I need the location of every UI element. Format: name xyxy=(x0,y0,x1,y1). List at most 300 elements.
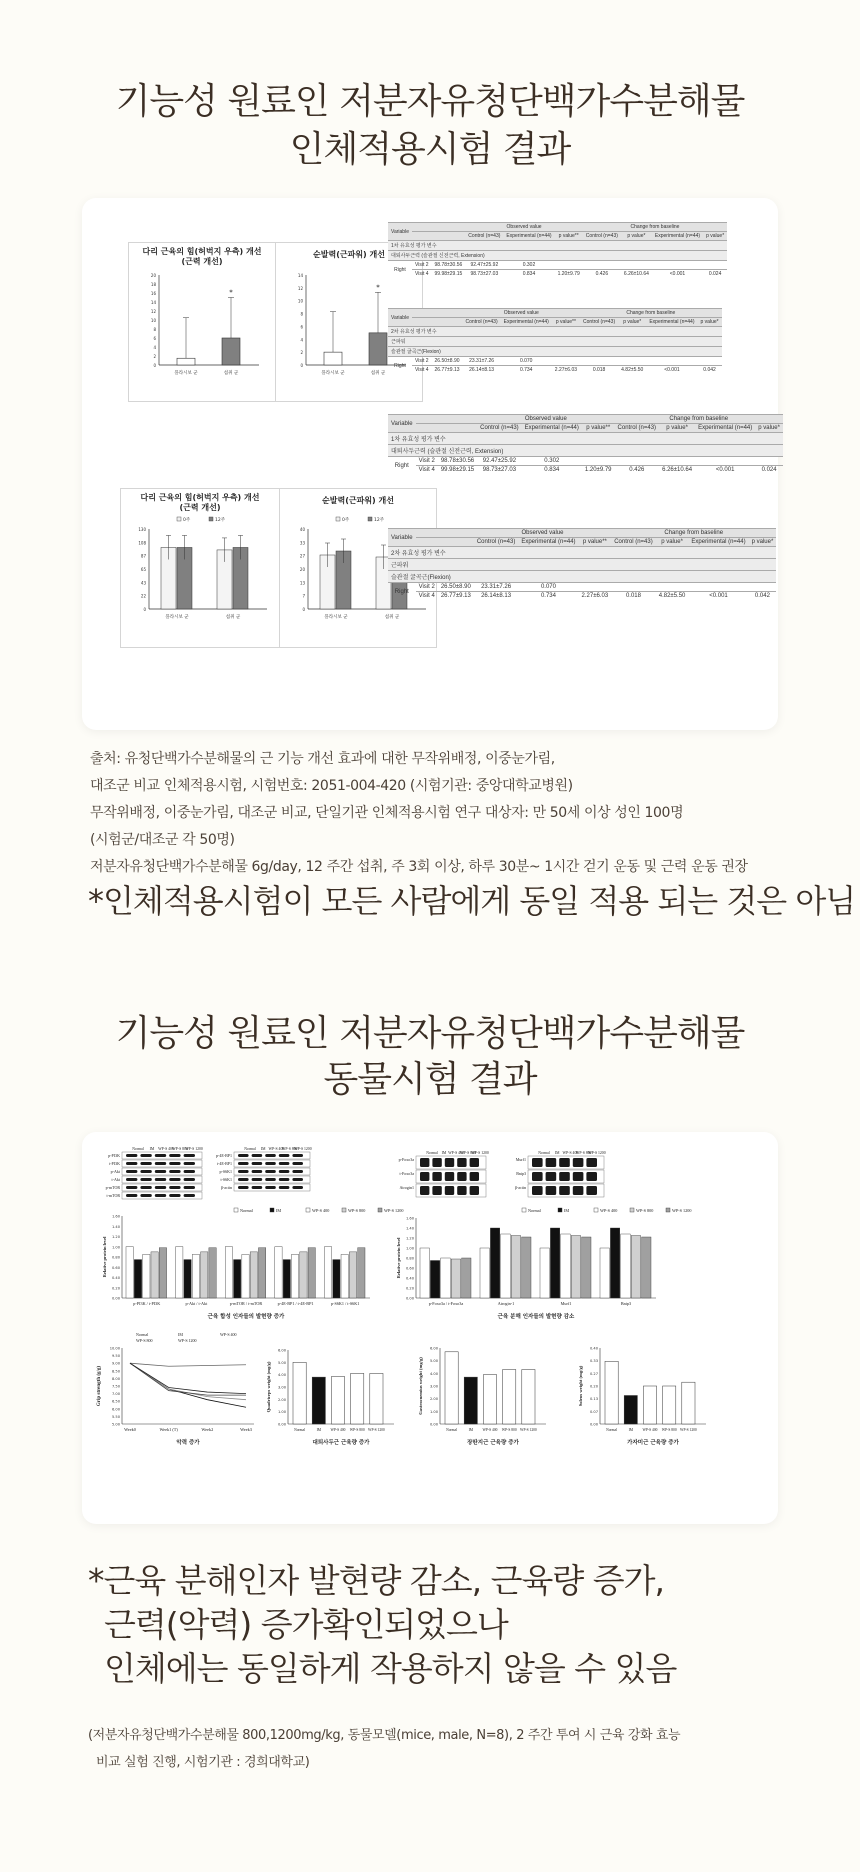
power-weeks-legend-swatch-1 xyxy=(368,517,372,521)
tbl-cell: Visit 4 xyxy=(412,270,432,279)
quad-ylabel: Quadriceps weight (mg/g) xyxy=(266,1361,271,1413)
decomp-bar xyxy=(600,1248,609,1298)
strength-weeks-x-label-0: 플라시보 군 xyxy=(165,615,189,620)
tbl-cell: 0.834 xyxy=(522,466,582,475)
blot4-col-label: WP-S 800 xyxy=(575,1151,592,1155)
tbl-cell: 0.302 xyxy=(503,261,554,270)
tbl-cell: <0.001 xyxy=(688,592,748,601)
grip-series-line xyxy=(130,1363,246,1407)
decomp-y-tick: 0.80 xyxy=(405,1256,414,1261)
tbl-cell: 0.734 xyxy=(518,592,578,601)
blot3-band xyxy=(432,1186,441,1195)
tbl-subheader: Control (n=43) xyxy=(465,232,503,241)
tbl-cell: Visit 4 xyxy=(412,366,432,375)
blot1-band xyxy=(169,1170,180,1173)
tbl-side: Right xyxy=(388,457,416,475)
synth-legend-swatch xyxy=(342,1208,346,1212)
tbl-cell: 0.018 xyxy=(580,366,618,375)
gastro-x-label: WP-S 1200 xyxy=(520,1428,537,1432)
tbl-cell xyxy=(580,357,618,366)
strength-weeks-y-tick: 65 xyxy=(140,567,146,572)
tbl-cell: 26.14±8.13 xyxy=(474,592,519,601)
blot1-col-label: WP-S 800 xyxy=(172,1147,188,1151)
blot2-band xyxy=(292,1154,303,1157)
grip-y-tick: 8.50 xyxy=(111,1369,120,1374)
strength-weeks-y-tick: 0 xyxy=(143,607,146,612)
blot1-band xyxy=(126,1194,137,1197)
decomp-legend-item: WP-S 1200 xyxy=(672,1208,692,1213)
grip-y-tick: 6.00 xyxy=(111,1407,120,1412)
decomp-legend-swatch xyxy=(558,1208,562,1212)
animal-trial-card xyxy=(82,1132,778,1524)
gastro-y-tick: 2.00 xyxy=(429,1397,438,1402)
blot2-band xyxy=(238,1186,249,1189)
grip-y-tick: 7.00 xyxy=(111,1392,120,1397)
strength-weeks-y-tick: 43 xyxy=(140,580,146,586)
grip-x-label: Week1 (T) xyxy=(159,1427,178,1432)
grip-ylabel: Grip strength (g/g) xyxy=(97,1365,102,1407)
blot3-row-label: t-Foxo3a xyxy=(399,1171,414,1176)
strength-weeks-y-tick: 130 xyxy=(138,527,146,532)
tbl-cell xyxy=(615,457,660,466)
quad-y-tick: 0.00 xyxy=(277,1422,286,1427)
blot1-band xyxy=(140,1162,151,1165)
tbl-cell xyxy=(552,357,580,366)
synth-ylabel: Relative protein level xyxy=(102,1236,107,1278)
tbl-cell: 0.024 xyxy=(755,466,783,475)
blot1-band xyxy=(140,1154,151,1157)
tbl-cell: 26.77±9.13 xyxy=(432,366,463,375)
section2-title-line1: 기능성 원료인 저분자유청단백가수분해물 xyxy=(115,1013,745,1054)
gastro-y-tick: 1.00 xyxy=(429,1409,438,1414)
quad-bar xyxy=(351,1373,364,1424)
blot2-band xyxy=(279,1178,290,1181)
soleus-x-label: Normal xyxy=(606,1428,618,1432)
blot3-col-label: IM xyxy=(441,1151,447,1155)
quad-x-label: IM xyxy=(316,1428,322,1432)
blot2-band xyxy=(265,1154,276,1157)
synth-x-label: p-Akt / t-Akt xyxy=(185,1301,208,1306)
quad-y-tick: 3.00 xyxy=(277,1385,286,1390)
soleus-x-label: WP-S 1200 xyxy=(680,1428,697,1432)
table-row xyxy=(388,270,727,279)
tbl-cell: Visit 2 xyxy=(416,457,438,466)
blot3-band xyxy=(470,1172,479,1181)
blot2-row-label: t-4E-BP1 xyxy=(216,1161,232,1166)
tbl-subheader: p value** xyxy=(579,538,612,547)
decomp-bar xyxy=(480,1248,489,1298)
tbl-cell xyxy=(755,457,783,466)
synth-bar xyxy=(184,1260,191,1298)
soleus-bar xyxy=(624,1396,637,1425)
gastro-x-label: WP-S 800 xyxy=(501,1428,517,1432)
gastro-y-tick: 3.00 xyxy=(429,1384,438,1389)
decomp-bar xyxy=(582,1237,591,1298)
blot2-col-label: IM xyxy=(260,1147,266,1151)
decomp-bar xyxy=(420,1248,429,1298)
strength-sig: * xyxy=(229,288,233,297)
tbl-variable: Variable xyxy=(388,415,416,433)
strength-weeks-y-tick: 108 xyxy=(138,540,146,546)
source-line-3: 무작위배정, 이중눈가림, 대조군 비교, 단일기관 인체적용시험 연구 대상자: 만 50세 이상 성인 100명 xyxy=(90,805,684,821)
gastro-bar xyxy=(483,1375,496,1424)
synth-y-tick: 0.00 xyxy=(111,1296,120,1301)
decomp-y-tick: 0.40 xyxy=(405,1276,414,1281)
blot3-row-label: p-Foxo3a xyxy=(398,1157,414,1162)
grip-y-tick: 9.50 xyxy=(111,1354,120,1359)
gastro-y-tick: 4.00 xyxy=(429,1371,438,1376)
blot1-band xyxy=(140,1178,151,1181)
tbl-cell: 92.47±25.92 xyxy=(477,457,522,466)
blot3-band xyxy=(457,1158,466,1167)
grip-x-label: Week2 xyxy=(201,1427,214,1432)
tbl-subheader: p value** xyxy=(582,424,615,433)
grip-series-line xyxy=(130,1363,246,1395)
synth-y-tick: 1.20 xyxy=(111,1235,120,1239)
quad-y-tick: 6.00 xyxy=(277,1348,286,1353)
tbl-change-header: Change from baseline xyxy=(580,309,722,318)
decomp-x-label: Atrogin-1 xyxy=(497,1301,515,1306)
tbl-group-label: 2차 유효성 평가 변수 xyxy=(388,547,776,559)
strength-chart xyxy=(128,242,276,402)
tbl-cell: 0.834 xyxy=(503,270,554,279)
strength-y-tick: 18 xyxy=(150,282,156,287)
table-1-small xyxy=(388,222,727,278)
strength-chart-plot xyxy=(129,267,277,403)
synth-bar xyxy=(192,1254,199,1298)
synth-bar xyxy=(349,1252,356,1298)
synth-y-tick: 1.60 xyxy=(111,1214,120,1219)
tbl-cell xyxy=(703,261,727,270)
animal-note-line2: 근력(악력) 증가확인되었으나 xyxy=(104,1605,508,1644)
synth-bar xyxy=(250,1252,257,1298)
quad-bar xyxy=(331,1377,344,1424)
tbl-subheader: p value** xyxy=(555,232,583,241)
gastro-bar xyxy=(503,1370,516,1424)
tbl-subheader: Experimental (n=44) xyxy=(503,232,554,241)
blot2-band xyxy=(238,1154,249,1157)
blot2-band xyxy=(238,1162,249,1165)
decomp-bar xyxy=(430,1261,439,1299)
tbl-subheader: Control (n=43) xyxy=(477,424,522,433)
tbl-change-header: Change from baseline xyxy=(611,529,776,538)
decomp-bar xyxy=(462,1258,471,1298)
tbl-cell: 26.50±8.90 xyxy=(438,583,474,592)
blot2-band xyxy=(279,1162,290,1165)
blot1-row-label: p-mTOR xyxy=(105,1185,120,1190)
decomp-bar xyxy=(631,1236,640,1299)
tbl-cell: Visit 2 xyxy=(416,583,438,592)
tbl-cell: 92.47±25.92 xyxy=(465,261,503,270)
tbl-cell: 0.070 xyxy=(518,583,578,592)
blot1-band xyxy=(169,1154,180,1157)
blot1-band xyxy=(126,1154,137,1157)
soleus-bar xyxy=(663,1386,676,1424)
grip-series-line xyxy=(130,1363,246,1366)
strength-y-tick: 20 xyxy=(150,273,156,278)
tbl-change-header: Change from baseline xyxy=(615,415,783,424)
blot2-band xyxy=(252,1162,263,1165)
table-1-large xyxy=(388,414,783,474)
section2-title-line2: 동물시험 결과 xyxy=(323,1059,537,1100)
blot1-col-label: Normal xyxy=(132,1147,144,1151)
decomp-caption: 근육 분해 인자들의 발현량 감소 xyxy=(497,1314,575,1320)
blot3-band xyxy=(470,1158,479,1167)
decomp-bar xyxy=(550,1228,559,1298)
blot1-row-label: t-mTOR xyxy=(106,1193,120,1198)
tbl-cell: 98.73±27.03 xyxy=(477,466,522,475)
power-weeks-x-label-1: 섭취 군 xyxy=(384,615,400,620)
tbl-cell xyxy=(611,583,656,592)
grip-y-tick: 7.50 xyxy=(111,1384,120,1389)
grip-y-tick: 6.50 xyxy=(111,1399,120,1404)
synth-bar xyxy=(151,1252,158,1298)
strength-x-label-0: 플라시보 군 xyxy=(174,371,198,376)
tbl-cell: <0.001 xyxy=(652,270,703,279)
power-weeks-legend-1: 12주 xyxy=(374,518,385,523)
blot2-band xyxy=(292,1170,303,1173)
tbl-sub-label: 대퇴사두근력 (슬관절 신전근력, Extension) xyxy=(388,445,783,457)
tbl-cell xyxy=(688,583,748,592)
gastro-bar xyxy=(445,1352,458,1424)
blot4-band xyxy=(559,1172,570,1181)
tbl-subheader: Experimental (n=44) xyxy=(501,318,552,327)
table-row xyxy=(388,583,776,592)
blot1-band xyxy=(155,1162,166,1165)
gastro-bar xyxy=(522,1370,535,1424)
tbl-subheader: p value* xyxy=(698,318,722,327)
tbl-cell xyxy=(646,357,697,366)
decomp-y-tick: 1.00 xyxy=(405,1246,414,1251)
power-weeks-y-tick: 7 xyxy=(302,593,305,599)
blot3-band xyxy=(432,1172,441,1181)
synth-bar xyxy=(225,1247,232,1298)
power-y-tick: 4 xyxy=(300,337,303,343)
human-trial-card xyxy=(82,198,778,730)
decomp-legend-swatch xyxy=(522,1208,526,1212)
gastro-y-tick: 5.00 xyxy=(429,1359,438,1364)
blot1-row-label: t-Akt xyxy=(111,1177,120,1182)
synth-x-label: p-mTOR / t-mTOR xyxy=(229,1301,263,1306)
synth-y-tick: 0.20 xyxy=(111,1286,120,1291)
blot1-band xyxy=(169,1194,180,1197)
tbl-cell: 23.31±7.26 xyxy=(474,583,519,592)
synth-bar xyxy=(300,1252,307,1298)
grip-y-tick: 8.00 xyxy=(111,1376,120,1381)
tbl-subheader: p value* xyxy=(621,232,652,241)
synth-bar xyxy=(275,1247,282,1298)
power-weeks-y-tick: 20 xyxy=(299,567,305,572)
blot2-band xyxy=(265,1170,276,1173)
tbl-cell: 98.78±30.56 xyxy=(438,457,477,466)
synth-bar xyxy=(159,1248,166,1298)
blot1-band xyxy=(184,1170,195,1173)
tbl-sub-label: 근파워 xyxy=(388,337,722,347)
decomp-x-label: Murf1 xyxy=(560,1301,572,1306)
section1-title-line1: 기능성 원료인 저분자유청단백가수분해물 xyxy=(115,81,745,122)
strength-bar-1 xyxy=(222,338,240,365)
tbl-cell xyxy=(579,583,612,592)
grip-y-tick: 5.00 xyxy=(111,1422,120,1427)
disclaimer-note: *인체적용시험이 모든 사람에게 동일 적용 되는 것은 아님 xyxy=(88,882,856,920)
power-sig: * xyxy=(376,283,380,292)
power-y-tick: 0 xyxy=(300,363,303,368)
gastro-caption: 장딴지근 근육량 증가 xyxy=(467,1440,519,1446)
blot4-col-label: WP-S 400 xyxy=(562,1151,579,1155)
strength-y-tick: 12 xyxy=(150,309,156,314)
synth-legend-swatch xyxy=(378,1208,382,1212)
grip-y-tick: 5.50 xyxy=(111,1414,120,1419)
strength-y-tick: 6 xyxy=(153,336,156,341)
tbl-subheader: p value* xyxy=(659,424,695,433)
strength-weeks-plot xyxy=(121,513,281,649)
blot1-band xyxy=(126,1170,137,1173)
blot1-band xyxy=(155,1178,166,1181)
tbl-subheader: p value* xyxy=(703,232,727,241)
blot3-band xyxy=(445,1158,454,1167)
tbl-subheader: p value* xyxy=(618,318,646,327)
blot2-band xyxy=(292,1162,303,1165)
gastro-y-tick: 0.00 xyxy=(429,1422,438,1427)
blot2-band xyxy=(238,1170,249,1173)
decomp-bar xyxy=(451,1259,460,1298)
blot2-band xyxy=(252,1154,263,1157)
tbl-sub-label: 슬관절 굴곡근(Flexion) xyxy=(388,347,722,357)
blot2-col-label: WP-S 400 xyxy=(268,1147,285,1151)
blot1-band xyxy=(169,1162,180,1165)
strength-y-tick: 2 xyxy=(153,354,156,359)
tbl-cell xyxy=(656,583,689,592)
strength-weeks-legend-0: 0주 xyxy=(183,518,191,523)
strength-bar-0 xyxy=(177,358,195,365)
blot4-band xyxy=(573,1172,584,1181)
tbl-cell: 99.98±29.15 xyxy=(438,466,477,475)
strength-y-tick: 16 xyxy=(150,291,156,296)
quad-y-tick: 4.00 xyxy=(277,1373,286,1378)
decomp-bar xyxy=(621,1234,630,1298)
tbl-side: Right xyxy=(388,583,416,601)
decomp-bar xyxy=(642,1237,651,1298)
grip-legend-item: Normal xyxy=(136,1332,149,1337)
blot2-band xyxy=(265,1178,276,1181)
blot4-row-label: Bnip3 xyxy=(516,1171,526,1176)
tbl-cell xyxy=(698,357,722,366)
quad-x-label: WP-S 400 xyxy=(330,1428,346,1432)
tbl-cell: 99.98±29.15 xyxy=(432,270,466,279)
soleus-y-tick: 0.27 xyxy=(589,1371,598,1376)
blot1-band xyxy=(184,1194,195,1197)
blot1-band xyxy=(126,1178,137,1181)
blot4-row-label: Murf1 xyxy=(515,1157,526,1162)
strength-chart-weeks xyxy=(120,488,280,648)
decomp-bar xyxy=(610,1228,619,1298)
strength-weeks-legend-swatch-0 xyxy=(177,517,181,521)
blot2-band xyxy=(279,1154,290,1157)
synth-bar xyxy=(234,1260,241,1298)
power-weeks-y-tick: 33 xyxy=(299,540,305,546)
synth-legend-swatch xyxy=(234,1208,238,1212)
decomp-bar xyxy=(571,1236,580,1299)
blot2-band xyxy=(238,1178,249,1181)
table-row xyxy=(388,357,722,366)
tbl-cell: 6.26±10.64 xyxy=(621,270,652,279)
soleus-x-label: WP-S 800 xyxy=(661,1428,677,1432)
grip-series-line xyxy=(130,1363,246,1393)
quad-bar xyxy=(293,1362,306,1424)
power-y-tick: 8 xyxy=(300,311,303,317)
synth-bar xyxy=(134,1260,141,1298)
power-bar-0 xyxy=(324,352,342,365)
blot1-band xyxy=(184,1154,195,1157)
blot2-col-label: WP-S 800 xyxy=(281,1147,298,1151)
tbl-subheader: Experimental (n=44) xyxy=(522,424,582,433)
blot3-band xyxy=(432,1158,441,1167)
synth-y-tick: 0.60 xyxy=(111,1265,120,1270)
tbl-subheader: p value* xyxy=(656,538,689,547)
blot2-band xyxy=(279,1186,290,1189)
tbl-cell xyxy=(555,261,583,270)
tbl-cell: 0.024 xyxy=(703,270,727,279)
blot1-band xyxy=(184,1186,195,1189)
synth-bar xyxy=(143,1254,150,1298)
blot4-col-label: IM xyxy=(554,1151,560,1155)
grip-x-label: Week3 xyxy=(240,1427,252,1432)
table-row xyxy=(388,592,776,601)
strength-weeks-subtitle: (근력 개선) xyxy=(179,503,221,512)
synth-bar xyxy=(209,1248,216,1298)
tbl-observed-header: Observed value xyxy=(463,309,581,318)
tbl-subheader: Control (n=43) xyxy=(463,318,501,327)
power-weeks-y-tick: 0 xyxy=(302,607,305,612)
tbl-cell xyxy=(618,357,646,366)
tbl-subheader: p value** xyxy=(552,318,580,327)
strength-weeks-legend-swatch-1 xyxy=(209,517,213,521)
blot3-col-label: WP-S 400 xyxy=(448,1151,464,1155)
blot1-row-label: p-PI3K xyxy=(108,1153,120,1158)
tbl-cell: 0.070 xyxy=(501,357,552,366)
soleus-y-tick: 0.00 xyxy=(589,1422,598,1427)
blot1-col-label: IM xyxy=(149,1147,155,1151)
decomp-ylabel: Relative protein level xyxy=(396,1237,401,1279)
tbl-cell: 0.734 xyxy=(501,366,552,375)
gastro-bar xyxy=(464,1377,477,1424)
soleus-y-tick: 0.07 xyxy=(589,1409,598,1414)
blot1-row-label: p-Akt xyxy=(110,1169,120,1174)
decomp-legend-swatch xyxy=(594,1208,598,1212)
tbl-group-label: 1차 유효성 평가 변수 xyxy=(388,241,727,251)
soleus-x-label: IM xyxy=(628,1428,634,1432)
tbl-subheader: Experimental (n=44) xyxy=(652,232,703,241)
tbl-cell: 1.20±9.79 xyxy=(582,466,615,475)
blot3-band xyxy=(445,1172,454,1181)
decomp-y-tick: 0.00 xyxy=(405,1296,414,1301)
source-line-1: 출처: 유청단백가수분해물의 근 기능 개선 효과에 대한 무작위배정, 이중눈가림, xyxy=(90,751,555,767)
blot3-band xyxy=(457,1172,466,1181)
table-2-small xyxy=(388,308,722,374)
animal-note-line1: *근육 분해인자 발현량 감소, 근육량 증가, xyxy=(88,1561,664,1600)
synth-bar xyxy=(291,1254,298,1298)
synth-bar xyxy=(358,1248,365,1298)
strength-chart-title: 다리 근육의 힘(허벅지 우측) 개선 xyxy=(142,247,262,256)
blot2-band xyxy=(252,1178,263,1181)
synth-caption: 근육 합성 인자들의 발현량 증가 xyxy=(207,1314,285,1320)
soleus-y-tick: 0.33 xyxy=(589,1359,598,1364)
blot4-band xyxy=(546,1158,557,1167)
synth-y-tick: 1.00 xyxy=(111,1245,120,1250)
tbl-cell: 98.78±30.56 xyxy=(432,261,466,270)
blot3-band xyxy=(457,1186,466,1195)
strength-y-tick: 10 xyxy=(150,318,156,323)
